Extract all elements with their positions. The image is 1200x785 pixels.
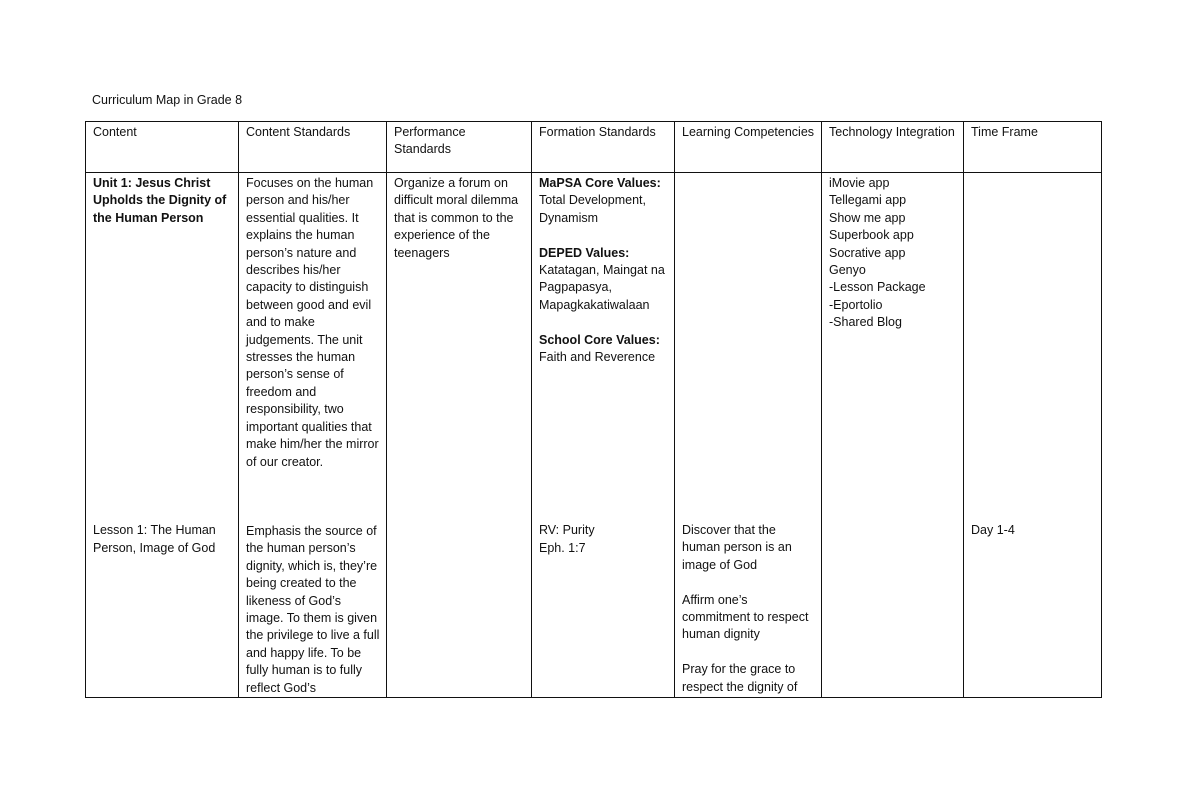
header-content: Content	[86, 122, 239, 173]
school-label: School Core Values:	[539, 332, 660, 347]
header-row	[86, 122, 1102, 173]
deped-label: DEPED Values:	[539, 245, 630, 260]
tech-item: Socrative app	[829, 245, 906, 260]
tech-item: Show me app	[829, 210, 906, 225]
formation-standards-cell	[532, 173, 675, 698]
table-row	[86, 173, 1102, 698]
header-performance-standards: Performance Standards	[387, 122, 532, 173]
mapsa-value: Total Development, Dynamism	[539, 193, 647, 225]
tech-item: iMovie app	[829, 176, 890, 190]
competency-item: Pray for the grace to respect the dignity of	[682, 662, 798, 694]
learning-competencies-cell	[675, 173, 822, 698]
header-formation-standards: Formation Standards	[532, 122, 675, 173]
content-standards-cell	[239, 173, 387, 698]
lesson-rv: RV: Purity	[539, 523, 595, 538]
tech-item: Superbook app	[829, 228, 914, 243]
header-time-frame: Time Frame	[964, 122, 1102, 173]
tech-item: Tellegami app	[829, 193, 907, 208]
lesson-ref: Eph. 1:7	[539, 540, 586, 555]
header-content-standards: Content Standards	[239, 122, 387, 173]
header-learning-competencies: Learning Competencies	[675, 122, 822, 173]
tech-item: -Lesson Package	[829, 280, 926, 295]
lesson-content-standards: Emphasis the source of the human person’s dignity, which is, they’re being created to the likeness of God’s image. To them is given the privilege to live a full and happy life. To be fully human is to fully reflect God’s	[246, 523, 380, 695]
tech-item: Genyo	[829, 263, 866, 278]
unit-title: Unit 1: Jesus Christ Upholds the Dignity of the Human Person	[93, 176, 227, 225]
lesson-time-frame: Day 1-4	[971, 523, 1015, 537]
school-value: Faith and Reverence	[539, 350, 656, 365]
page-title: Curriculum Map in Grade 8	[92, 93, 243, 107]
unit-content-standards: Focuses on the human person and his/her essential qualities. It explains the human person’s nature and describes his/her capacity to distinguish between good and evil and to make judgements. The unit stresses the human person’s sense of freedom and responsibility, two important qualities that make him/her the mirror of our creator.	[246, 176, 379, 469]
unit-performance-standards: Organize a forum on difficult moral dilemma that is common to the experience of the teenagers	[394, 176, 519, 260]
performance-standards-cell	[387, 173, 532, 698]
technology-integration-cell	[822, 173, 964, 698]
deped-value: Katatagan, Maingat na Pagpapasya, Mapagkakatiwalaan	[539, 263, 665, 312]
competency-item: Affirm one’s commitment to respect human dignity	[682, 592, 809, 642]
time-frame-cell	[964, 173, 1102, 698]
tech-item: -Shared Blog	[829, 315, 902, 330]
content-cell	[86, 173, 239, 698]
lesson-title: Lesson 1: The Human Person, Image of God	[93, 523, 216, 555]
header-technology-integration: Technology Integration	[822, 122, 964, 173]
curriculum-map-table	[85, 121, 1102, 698]
mapsa-label: MaPSA Core Values:	[539, 176, 661, 190]
tech-item: -Eportolio	[829, 297, 883, 312]
competency-item: Discover that the human person is an image of God	[682, 523, 792, 572]
